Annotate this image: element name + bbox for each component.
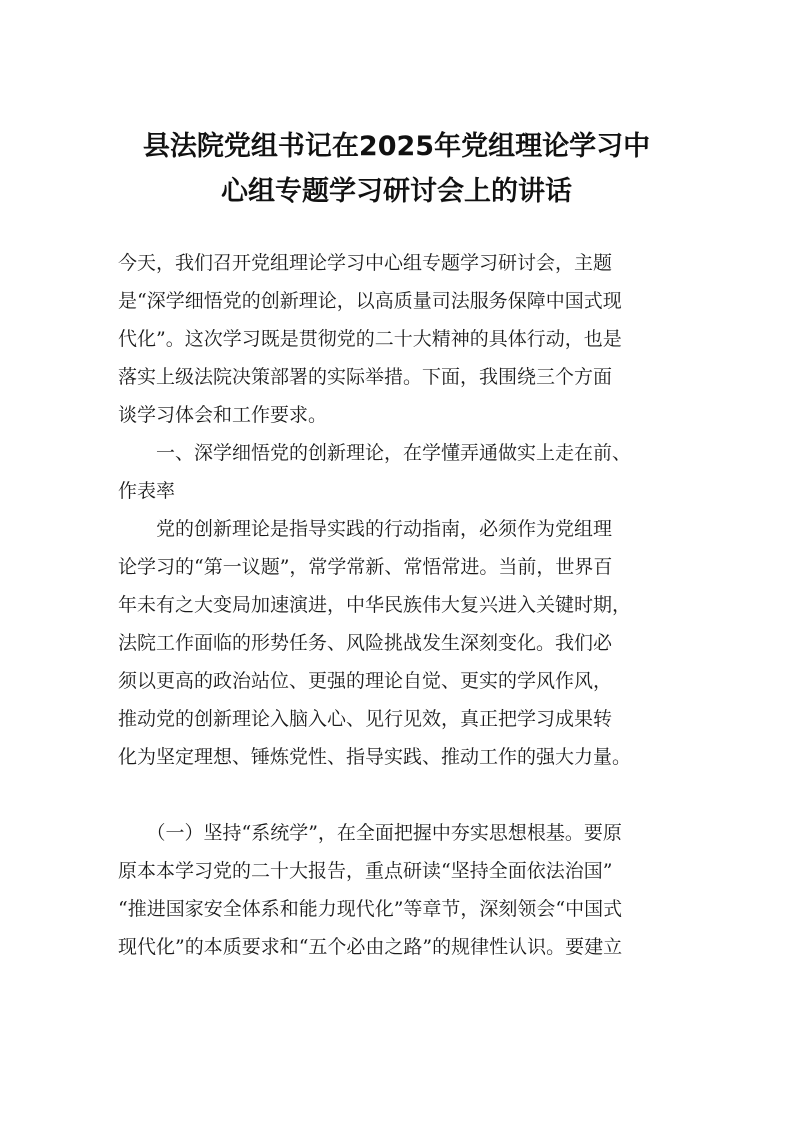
- text-line: 一、深学细悟党的创新理论，在学懂弄通做实上走在前、: [118, 442, 632, 464]
- title-line-2: 心组专题学习研讨会上的讲话: [221, 176, 572, 207]
- title-line-1: 县法院党组书记在2025年党组理论学习中: [142, 131, 651, 162]
- text-line: 党的创新理论是指导实践的行动指南，必须作为党组理: [118, 518, 613, 540]
- document-title: [100, 124, 693, 214]
- section-heading-one: [118, 434, 678, 510]
- text-line: （一）坚持“系统学”，在全面把握中夯实思想根基。要原: [118, 822, 622, 844]
- paragraph-systematic-study: [118, 814, 678, 966]
- text-line: 法院工作面临的形势任务、风险挑战发生深刻变化。我们必: [118, 632, 613, 654]
- paragraph-theory: [118, 510, 678, 776]
- text-line: 须以更高的政治站位、更强的理论自觉、更实的学风作风，: [118, 670, 613, 692]
- text-line: 论学习的“第一议题”，常学常新、常悟常进。当前，世界百: [118, 556, 613, 578]
- text-line: 落实上级法院决策部署的实际举措。下面，我围绕三个方面: [118, 366, 613, 388]
- text-line: “推进国家安全体系和能力现代化”等章节，深刻领会“中国式: [118, 898, 623, 920]
- text-line: 年未有之大变局加速演进，中华民族伟大复兴进入关键时期，: [118, 594, 632, 616]
- text-line: 是“深学细悟党的创新理论，以高质量司法服务保障中国式现: [118, 290, 622, 312]
- text-line: 现代化”的本质要求和“五个必由之路”的规律性认识。要建立: [118, 936, 623, 958]
- paragraph-spacer: [118, 776, 678, 814]
- text-line: 作表率: [118, 480, 176, 502]
- document-body: [118, 244, 678, 966]
- text-line: 原本本学习党的二十大报告，重点研读“坚持全面依法治国”: [118, 860, 613, 882]
- paragraph-intro: [118, 244, 678, 434]
- text-line: 推动党的创新理论入脑入心、见行见效，真正把学习成果转: [118, 708, 613, 730]
- text-line: 化为坚定理想、锤炼党性、指导实践、推动工作的强大力量。: [118, 746, 632, 768]
- text-line: 谈学习体会和工作要求。: [118, 404, 328, 426]
- text-line: 代化”。这次学习既是贯彻党的二十大精神的具体行动，也是: [118, 328, 622, 350]
- text-line: 今天，我们召开党组理论学习中心组专题学习研讨会，主题: [118, 252, 613, 274]
